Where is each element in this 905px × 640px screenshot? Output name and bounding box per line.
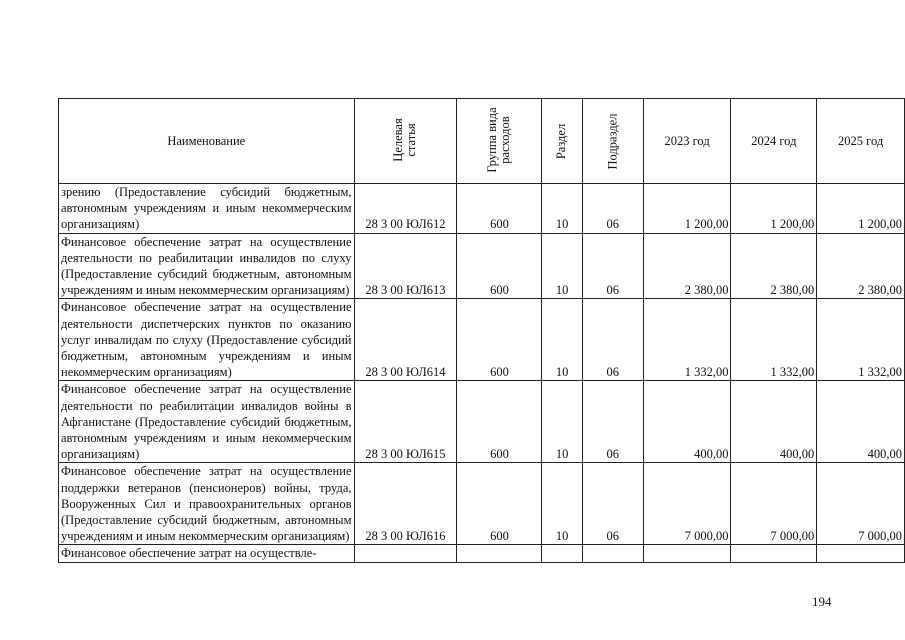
- row-name: Финансовое обеспечение затрат на осуществление деятельности по реабилитации инвалидов по слуху (Предоставление субсидий бюджетным, автономным учреждениям и иным некоммерческим организациям): [59, 233, 355, 299]
- row-name: зрению (Предоставление субсидий бюджетным, автономным учреждениям и иным некоммерческим организациям): [59, 184, 355, 234]
- row-group: 600: [457, 233, 542, 299]
- row-amount-2025: 1 332,00: [817, 299, 905, 381]
- row-section: 10: [542, 233, 582, 299]
- row-amount-2023: 1 332,00: [643, 299, 731, 381]
- row-subsection: 06: [582, 233, 643, 299]
- page-number: 194: [812, 594, 832, 609]
- row-amount-2024: 1 200,00: [731, 184, 817, 234]
- row-section: 10: [542, 299, 582, 381]
- table-header-row: [59, 99, 905, 184]
- table-row: [59, 381, 905, 463]
- row-group: 600: [457, 463, 542, 545]
- row-group: 600: [457, 299, 542, 381]
- row-name: Финансовое обеспечение затрат на осуществле-: [59, 545, 355, 562]
- row-group: [457, 545, 542, 562]
- row-amount-2023: 7 000,00: [643, 463, 731, 545]
- row-section: 10: [542, 184, 582, 234]
- row-amount-2024: [731, 545, 817, 562]
- row-subsection: 06: [582, 381, 643, 463]
- header-subsection: Подраздел: [582, 99, 643, 184]
- row-amount-2025: [817, 545, 905, 562]
- row-amount-2023: 2 380,00: [643, 233, 731, 299]
- row-target-code: 28 3 00 ЮЛ615: [354, 381, 457, 463]
- row-amount-2025: 7 000,00: [817, 463, 905, 545]
- row-target-code: 28 3 00 ЮЛ612: [354, 184, 457, 234]
- row-amount-2025: 400,00: [817, 381, 905, 463]
- row-target-code: 28 3 00 ЮЛ614: [354, 299, 457, 381]
- row-amount-2024: 2 380,00: [731, 233, 817, 299]
- table-row: [59, 545, 905, 562]
- header-group: Группа вида расходов: [457, 99, 542, 184]
- header-2024: 2024 год: [731, 99, 817, 184]
- row-amount-2024: 1 332,00: [731, 299, 817, 381]
- row-subsection: [582, 545, 643, 562]
- row-amount-2023: [643, 545, 731, 562]
- row-target-code: 28 3 00 ЮЛ613: [354, 233, 457, 299]
- budget-table: [58, 98, 905, 563]
- row-target-code: [354, 545, 457, 562]
- row-subsection: 06: [582, 463, 643, 545]
- table-row: [59, 299, 905, 381]
- row-section: 10: [542, 381, 582, 463]
- header-section: Раздел: [542, 99, 582, 184]
- table-row: [59, 184, 905, 234]
- row-amount-2025: 1 200,00: [817, 184, 905, 234]
- row-section: 10: [542, 463, 582, 545]
- row-target-code: 28 3 00 ЮЛ616: [354, 463, 457, 545]
- row-name: Финансовое обеспечение затрат на осуществление поддержки ветеранов (пенсионеров) войны, труда, Вооруженных Сил и правоохранительных органов (Предоставление субсидий бюджетным, автономным учреждениям и иным некоммерческим организациям): [59, 463, 355, 545]
- header-name: Наименование: [59, 99, 355, 184]
- row-group: 600: [457, 381, 542, 463]
- row-amount-2025: 2 380,00: [817, 233, 905, 299]
- row-name: Финансовое обеспечение затрат на осуществление деятельности диспетчерских пунктов по оказанию услуг инвалидам по слуху (Предоставление субсидий бюджетным, автономным учреждениям и иным некоммерческим организациям): [59, 299, 355, 381]
- header-target: Целевая статья: [354, 99, 457, 184]
- table-row: [59, 233, 905, 299]
- row-group: 600: [457, 184, 542, 234]
- row-name: Финансовое обеспечение затрат на осуществление деятельности по реабилитации инвалидов войны в Афганистане (Предоставление субсидий бюджетным, автономным учреждениям и иным некоммерческим организациям): [59, 381, 355, 463]
- table-row: [59, 463, 905, 545]
- row-amount-2024: 400,00: [731, 381, 817, 463]
- row-subsection: 06: [582, 299, 643, 381]
- row-amount-2023: 1 200,00: [643, 184, 731, 234]
- row-subsection: 06: [582, 184, 643, 234]
- row-amount-2023: 400,00: [643, 381, 731, 463]
- header-2023: 2023 год: [643, 99, 731, 184]
- header-2025: 2025 год: [817, 99, 905, 184]
- row-section: [542, 545, 582, 562]
- row-amount-2024: 7 000,00: [731, 463, 817, 545]
